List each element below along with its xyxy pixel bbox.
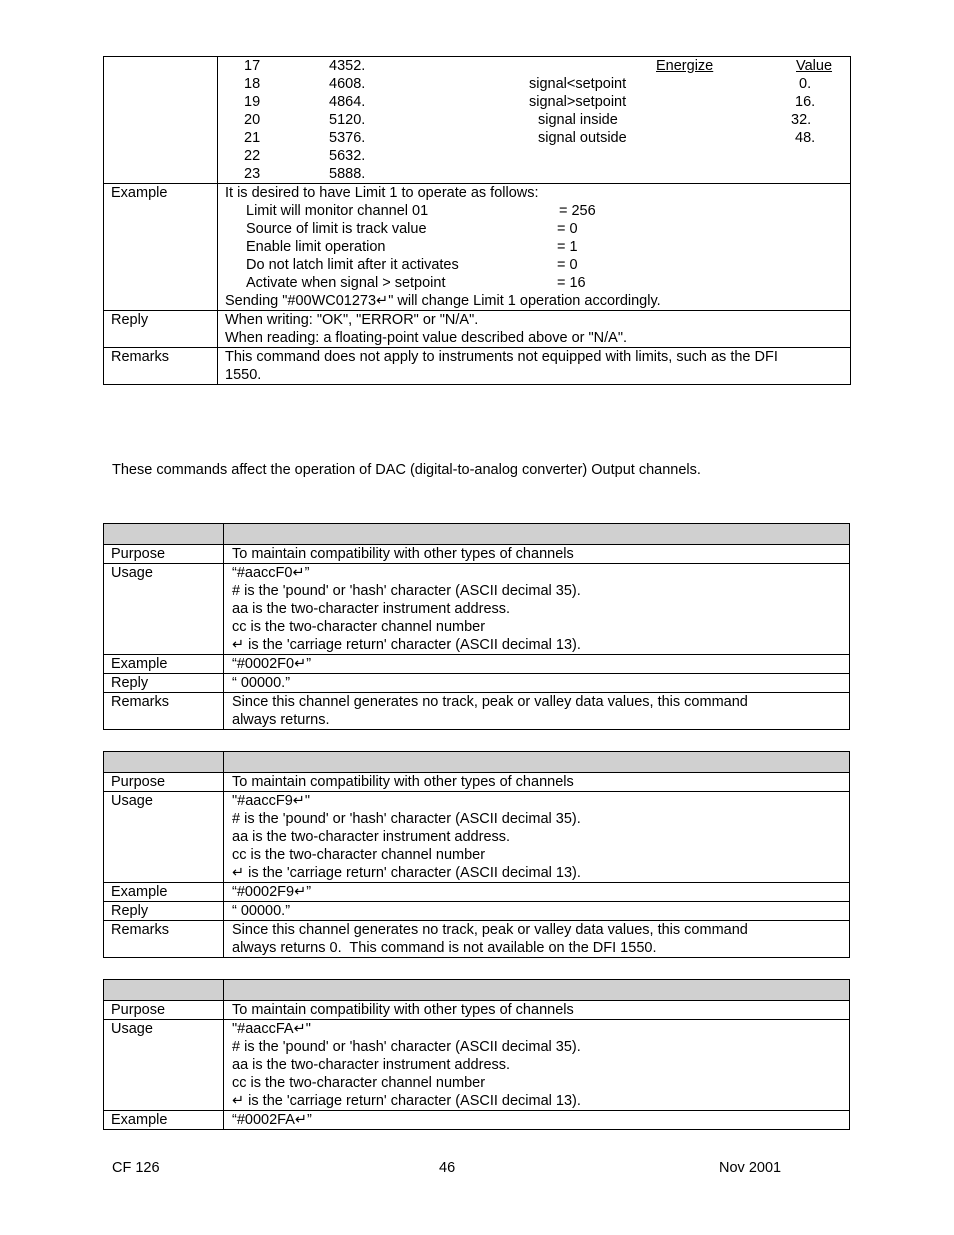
header-cell	[104, 752, 224, 773]
example-intro: It is desired to have Limit 1 to operate as follows:	[225, 185, 539, 201]
command-header-row	[104, 752, 850, 773]
command-table-fa	[103, 979, 850, 1130]
example-cell	[224, 883, 850, 902]
reply-label: Reply	[104, 311, 218, 348]
remarks-line: always returns 0. This command is not available on the DFI 1550.	[232, 940, 657, 956]
example-item	[225, 202, 850, 220]
command-table	[103, 979, 850, 1130]
remarks-line: Since this channel generates no track, peak or valley data values, this command	[232, 694, 748, 710]
command-table	[103, 751, 850, 958]
usage-cell	[224, 1020, 850, 1111]
reply-line: When reading: a floating-point value described above or "N/A".	[225, 330, 628, 346]
reply-text: “ 00000.”	[232, 675, 291, 691]
example-item-text: Activate when signal > setpoint	[246, 275, 446, 291]
remarks-line: 1550.	[225, 367, 262, 383]
usage-line: "#aaccF9↵"	[232, 793, 311, 809]
remarks-label: Remarks	[104, 348, 218, 385]
command-table-f9	[103, 751, 850, 958]
header-cell	[224, 524, 850, 545]
usage-line: "#aaccFA↵"	[232, 1021, 311, 1037]
reply-label: Reply	[104, 674, 224, 693]
limit-table	[103, 56, 851, 385]
value-header: Value	[796, 58, 833, 74]
usage-line: ↵ is the 'carriage return' character (ASCII decimal 13).	[232, 1093, 581, 1109]
intro-paragraph: These commands affect the operation of DAC (digital-to-analog converter) Output channels.	[112, 462, 701, 478]
example-label: Example	[104, 883, 224, 902]
energize-label: signal inside	[538, 112, 618, 128]
reply-cell	[224, 902, 850, 921]
example-row	[104, 655, 850, 674]
reply-cell	[224, 674, 850, 693]
code-number: 17	[244, 58, 261, 74]
example-item-value: = 0	[557, 221, 578, 237]
example-cell	[218, 184, 851, 311]
code-value: 4608.	[329, 76, 366, 92]
example-sending: Sending "#00WC01273↵" will change Limit 1 operation accordingly.	[225, 293, 661, 309]
code-number: 20	[244, 112, 261, 128]
purpose-label: Purpose	[104, 545, 224, 564]
purpose-text: To maintain compatibility with other types of channels	[232, 774, 574, 790]
example-items	[225, 202, 850, 292]
purpose-text: To maintain compatibility with other types of channels	[232, 546, 574, 562]
energize-value: 16.	[795, 94, 816, 110]
code-value: 4864.	[329, 94, 366, 110]
code-number: 22	[244, 148, 261, 164]
command-table	[103, 523, 850, 730]
purpose-row	[104, 545, 850, 564]
purpose-text: To maintain compatibility with other types of channels	[232, 1002, 574, 1018]
code-value: 5120.	[329, 112, 366, 128]
usage-line: aa is the two-character instrument address.	[232, 1057, 511, 1073]
remarks-label: Remarks	[104, 693, 224, 730]
reply-line: When writing: "OK", "ERROR" or "N/A".	[225, 312, 479, 328]
example-row	[104, 883, 850, 902]
usage-line: # is the 'pound' or 'hash' character (ASCII decimal 35).	[232, 811, 581, 827]
example-row	[104, 1111, 850, 1130]
usage-row	[104, 1020, 850, 1111]
example-item-text: Limit will monitor channel 01	[246, 203, 429, 219]
example-cell	[224, 655, 850, 674]
example-item-value: = 0	[557, 257, 578, 273]
header-cell	[224, 752, 850, 773]
purpose-row	[104, 1001, 850, 1020]
example-label: Example	[104, 655, 224, 674]
code-value: 4352.	[329, 58, 366, 74]
remarks-row	[104, 921, 850, 958]
usage-cell	[224, 564, 850, 655]
example-item-text: Source of limit is track value	[246, 221, 427, 237]
footer-page-number: 46	[439, 1160, 456, 1176]
header-cell	[104, 980, 224, 1001]
reply-text: “ 00000.”	[232, 903, 291, 919]
usage-line: # is the 'pound' or 'hash' character (ASCII decimal 35).	[232, 1039, 581, 1055]
energize-value: 0.	[799, 76, 812, 92]
usage-line: cc is the two-character channel number	[232, 1075, 486, 1091]
example-item-text: Enable limit operation	[246, 239, 386, 255]
command-header-row	[104, 524, 850, 545]
usage-line: aa is the two-character instrument address.	[232, 601, 511, 617]
example-item	[225, 274, 850, 292]
purpose-row	[104, 773, 850, 792]
example-text: “#0002F9↵”	[232, 884, 312, 900]
remarks-line: always returns.	[232, 712, 330, 728]
remarks-cell	[218, 348, 851, 385]
remarks-row	[104, 348, 851, 385]
example-item	[225, 238, 850, 256]
command-header-row	[104, 980, 850, 1001]
example-item-text: Do not latch limit after it activates	[246, 257, 459, 273]
example-row	[104, 184, 851, 311]
usage-row	[104, 792, 850, 883]
example-text: “#0002F0↵”	[232, 656, 312, 672]
footer-date: Nov 2001	[719, 1160, 782, 1176]
example-item	[225, 220, 850, 238]
remarks-line: This command does not apply to instruments not equipped with limits, such as the DFI	[225, 349, 778, 365]
usage-line: aa is the two-character instrument address.	[232, 829, 511, 845]
usage-label: Usage	[104, 1020, 224, 1111]
remarks-label: Remarks	[104, 921, 224, 958]
purpose-cell	[224, 773, 850, 792]
usage-line: “#aaccF0↵”	[232, 565, 310, 581]
remarks-row	[104, 693, 850, 730]
usage-label: Usage	[104, 564, 224, 655]
usage-cell	[224, 792, 850, 883]
code-number: 21	[244, 130, 261, 146]
example-item-value: = 1	[557, 239, 578, 255]
purpose-label: Purpose	[104, 1001, 224, 1020]
usage-line: ↵ is the 'carriage return' character (ASCII decimal 13).	[232, 637, 581, 653]
energize-header: Energize	[656, 58, 714, 74]
energize-value: 32.	[791, 112, 812, 128]
reply-cell	[218, 311, 851, 348]
reply-row	[104, 902, 850, 921]
code-number: 19	[244, 94, 261, 110]
example-label: Example	[104, 1111, 224, 1130]
usage-label: Usage	[104, 792, 224, 883]
energize-label: signal<setpoint	[529, 76, 627, 92]
code-table-row	[104, 57, 851, 184]
usage-line: cc is the two-character channel number	[232, 847, 486, 863]
reply-row	[104, 311, 851, 348]
code-value: 5376.	[329, 130, 366, 146]
usage-line: # is the 'pound' or 'hash' character (ASCII decimal 35).	[232, 583, 581, 599]
example-item-value: = 16	[557, 275, 586, 291]
remarks-line: Since this channel generates no track, peak or valley data values, this command	[232, 922, 748, 938]
remarks-cell	[224, 921, 850, 958]
example-item-value: = 256	[559, 203, 596, 219]
usage-line: cc is the two-character channel number	[232, 619, 486, 635]
example-text: “#0002FA↵”	[232, 1112, 312, 1128]
header-cell	[104, 524, 224, 545]
energize-label: signal>setpoint	[529, 94, 627, 110]
usage-line: ↵ is the 'carriage return' character (ASCII decimal 13).	[232, 865, 581, 881]
reply-row	[104, 674, 850, 693]
example-cell	[224, 1111, 850, 1130]
footer-doc-id: CF 126	[112, 1160, 160, 1176]
code-number: 18	[244, 76, 261, 92]
code-value: 5632.	[329, 148, 366, 164]
usage-row	[104, 564, 850, 655]
purpose-cell	[224, 1001, 850, 1020]
purpose-cell	[224, 545, 850, 564]
code-value: 5888.	[329, 166, 366, 182]
code-number: 23	[244, 166, 261, 182]
example-label: Example	[104, 184, 218, 311]
reply-label: Reply	[104, 902, 224, 921]
energize-label: signal outside	[538, 130, 627, 146]
example-item	[225, 256, 850, 274]
remarks-cell	[224, 693, 850, 730]
header-cell	[224, 980, 850, 1001]
code-values-cell	[218, 57, 851, 184]
command-table-f0	[103, 523, 850, 730]
purpose-label: Purpose	[104, 773, 224, 792]
energize-value: 48.	[795, 130, 816, 146]
